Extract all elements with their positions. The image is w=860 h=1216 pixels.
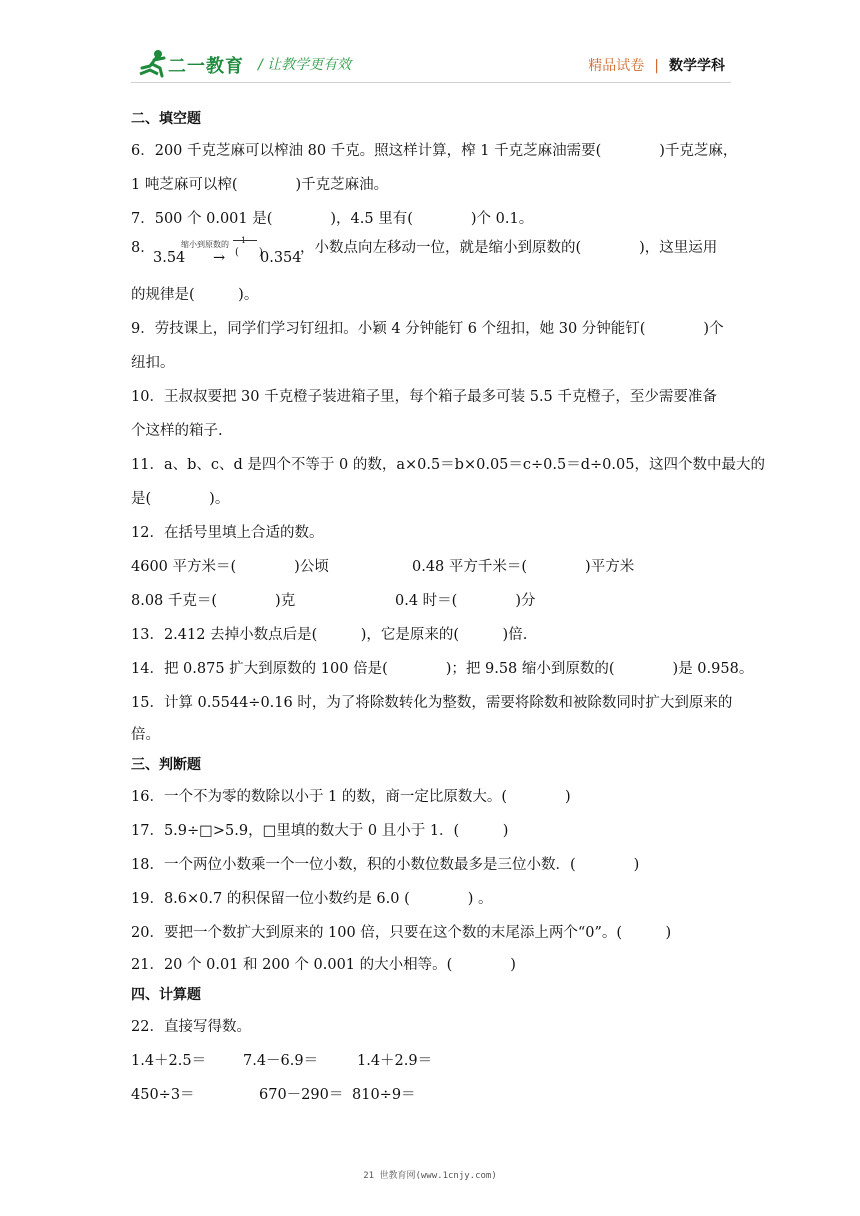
question-9-line-1: 9．劳技课上，同学们学习钉纽扣。小颖 4 分钟能钉 6 个纽扣，她 30 分钟能钉( )个 [131, 320, 724, 337]
page-header [0, 0, 860, 90]
header-divider [131, 82, 731, 83]
question-18: 18．一个两位小数乘一个一位小数，积的小数位数最多是三位小数．( ) [131, 856, 640, 873]
header-label-quality: 精品试卷 [588, 58, 645, 74]
brand-slogan: / 让教学更有效 [258, 57, 352, 73]
question-20: 20．要把一个数扩大到原来的 100 倍，只要在这个数的末尾添上两个“0”。( ) [131, 924, 672, 941]
question-11-line-2: 是( )。 [131, 490, 230, 507]
question-12-row-1 [131, 550, 731, 584]
question-7: 7．500 个 0.001 是( )，4.5 里有( )个 0.1。 [131, 210, 534, 227]
calc-item: 810÷9＝ [352, 1086, 416, 1103]
calc-item: 1.4＋2.9＝ [357, 1052, 433, 1069]
question-8-fraction-numerator: 1 [241, 236, 247, 245]
question-6-line-1: 6．200 千克芝麻可以榨油 80 千克。照这样计算，榨 1 千克芝麻油需要( )千克芝麻， [131, 142, 738, 159]
question-8-value-b: 0.354 [260, 250, 302, 266]
question-11-line-1: 11．a、b、c、d 是四个不等于 0 的数，a×0.5＝b×0.05＝c÷0.5＝d÷0.05，这四个数中最大的 [131, 456, 765, 473]
page-footer: 21 世教育网(www.1cnjy.com) [363, 1171, 497, 1181]
header-right [588, 55, 725, 75]
calc-row-1 [131, 1044, 731, 1078]
question-22: 22．直接写得数。 [131, 1018, 251, 1035]
section-title-fill: 二、填空题 [131, 110, 201, 127]
question-15-line-2: 倍。 [131, 726, 160, 743]
section-title-calc: 四、计算题 [131, 986, 201, 1003]
question-14: 14．把 0.875 扩大到原数的 100 倍是( )；把 9.58 缩小到原数的( )是 0.958。 [131, 660, 754, 677]
header-separator: | [654, 58, 659, 74]
question-10-line-2: 个这样的箱子. [131, 422, 223, 439]
question-8-value-a: 3.54 [153, 250, 186, 266]
calc-item: 450÷3＝ [131, 1086, 195, 1103]
question-12-item-4: 0.4 时＝( )分 [395, 592, 536, 609]
question-8-number: 8． [131, 240, 155, 256]
calc-item: 670－290＝ [259, 1086, 344, 1103]
question-8-arrow-label: 缩小到原数的 [181, 240, 229, 249]
calc-item: 7.4－6.9＝ [243, 1052, 319, 1069]
question-12-item-1: 4600 平方米＝( )公顷 [131, 558, 329, 575]
question-8-fraction-denominator: ( ) [235, 247, 263, 258]
worksheet-content [131, 104, 765, 1112]
question-16: 16．一个不为零的数除以小于 1 的数，商一定比原数大。( ) [131, 788, 571, 805]
question-12-row-2 [131, 584, 731, 618]
section-title-judge: 三、判断题 [131, 756, 201, 773]
question-9-line-2: 纽扣。 [131, 354, 175, 371]
question-12-item-3: 8.08 千克＝( )克 [131, 592, 296, 609]
question-6-line-2: 1 吨芝麻可以榨( )千克芝麻油。 [131, 176, 389, 193]
question-13: 13．2.412 去掉小数点后是( )，它是原来的( )倍. [131, 626, 528, 643]
question-8-line-1 [131, 236, 731, 278]
brand-name: 二一教育 [168, 56, 244, 77]
question-19: 19．8.6×0.7 的积保留一位小数约是 6.0 ( ) 。 [131, 890, 493, 907]
question-10-line-1: 10．王叔叔要把 30 千克橙子装进箱子里，每个箱子最多可装 5.5 千克橙子，至少需要准备 [131, 388, 717, 405]
arrow-right-icon: → [213, 250, 226, 266]
question-8-text: ，小数点向左移动一位，就是缩小到原数的( )，这里运用 [300, 240, 718, 256]
question-15-line-1: 15．计算 0.5544÷0.16 时，为了将除数转化为整数，需要将除数和被除数同时扩大到原来的 [131, 694, 733, 711]
question-12-item-2: 0.48 平方千米＝( )平方米 [412, 558, 635, 575]
question-21: 21．20 个 0.01 和 200 个 0.001 的大小相等。( ) [131, 956, 516, 973]
header-label-subject: 数学学科 [669, 58, 725, 74]
question-12: 12．在括号里填上合适的数。 [131, 524, 324, 541]
question-17: 17．5.9÷□>5.9，□里填的数大于 0 且小于 1．( ) [131, 822, 509, 839]
calc-row-2 [131, 1078, 731, 1112]
question-8-line-2: 的规律是( )。 [131, 286, 259, 303]
calc-item: 1.4＋2.5＝ [131, 1052, 207, 1069]
